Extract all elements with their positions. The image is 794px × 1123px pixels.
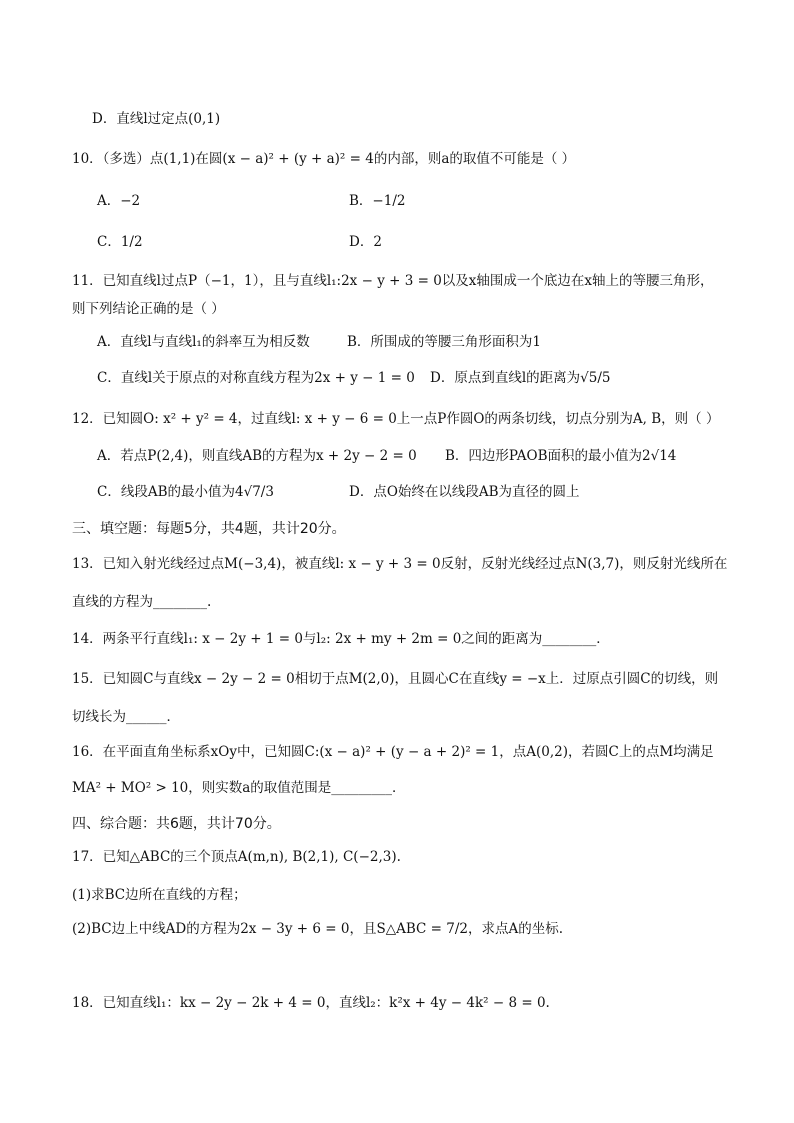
q10-stem: 10．（多选）点(1,1)在圆(x − a)² + (y + a)² = 4的内部，则a的取值不可能是（ ） xyxy=(72,151,576,167)
q17-stem: 17．已知△ABC的三个顶点A(m,n), B(2,1), C(−2,3). xyxy=(72,849,401,865)
q13-line2: 直线的方程为________. xyxy=(72,594,212,610)
q16-line1: 16．在平面直角坐标系xOy中，已知圆C:(x − a)² + (y − a + 2)² = 1，点A(0,2)，若圆C上的点M均满足 xyxy=(72,744,714,760)
q11-stem-line1: 11．已知直线l过点P（−1，1），且与直线l₁:2x − y + 3 = 0以及x轴围成一个底边在x轴上的等腰三角形， xyxy=(72,273,714,289)
q12-option-a: A．若点P(2,4)，则直线AB的方程为x + 2y − 2 = 0 xyxy=(97,448,417,464)
q11-option-b: B．所围成的等腰三角形面积为1 xyxy=(347,334,542,350)
section-4-heading: 四、综合题：共6题，共计70分。 xyxy=(72,816,281,832)
q15-line2: 切线长为______． xyxy=(72,709,180,725)
q10-option-b: B．−1/2 xyxy=(349,193,406,209)
q17-part1: (1)求BC边所在直线的方程； xyxy=(72,887,247,903)
q12-option-d: D．点O始终在以线段AB为直径的圆上 xyxy=(349,484,580,500)
q10-option-a: A．−2 xyxy=(97,193,141,209)
q11-option-d: D．原点到直线l的距离为√5/5 xyxy=(430,370,611,386)
q15-line1: 15．已知圆C与直线x − 2y − 2 = 0相切于点M(2,0)，且圆心C在直线y = −x上．过原点引圆C的切线，则 xyxy=(72,671,719,687)
q11-stem-line2: 则下列结论正确的是（ ） xyxy=(72,301,225,317)
q13-line1: 13．已知入射光线经过点M(−3,4)，被直线l: x − y + 3 = 0反射，反射光线经过点N(3,7)，则反射光线所在 xyxy=(72,556,728,572)
q18-stem: 18．已知直线l₁：kx − 2y − 2k + 4 = 0，直线l₂：k²x + 4y − 4k² − 8 = 0. xyxy=(72,995,550,1011)
q16-line2: MA² + MO² > 10，则实数a的取值范围是_________． xyxy=(72,780,406,796)
q11-option-c: C．直线l关于原点的对称直线方程为2x + y − 1 = 0 xyxy=(97,370,415,386)
q10-option-d: D．2 xyxy=(349,234,382,250)
section-3-heading: 三、填空题：每题5分，共4题，共计20分。 xyxy=(72,521,346,537)
q12-stem: 12．已知圆O: x² + y² = 4，过直线l: x + y − 6 = 0上一点P作圆O的两条切线，切点分别为A, B，则（ ） xyxy=(72,411,720,427)
q12-option-c: C．线段AB的最小值为4√7/3 xyxy=(97,484,274,500)
q10-option-c: C．1/2 xyxy=(97,234,143,250)
q11-option-a: A．直线l与直线l₁的斜率互为相反数 xyxy=(97,334,310,350)
q9-option-d: D．直线l过定点(0,1) xyxy=(92,111,221,127)
q14: 14．两条平行直线l₁: x − 2y + 1 = 0与l₂: 2x + my + 2m = 0之间的距离为________． xyxy=(72,631,610,647)
q17-part2: (2)BC边上中线AD的方程为2x − 3y + 6 = 0，且S△ABC = 7/2，求点A的坐标. xyxy=(72,921,564,937)
q12-option-b: B．四边形PAOB面积的最小值为2√14 xyxy=(445,448,677,464)
